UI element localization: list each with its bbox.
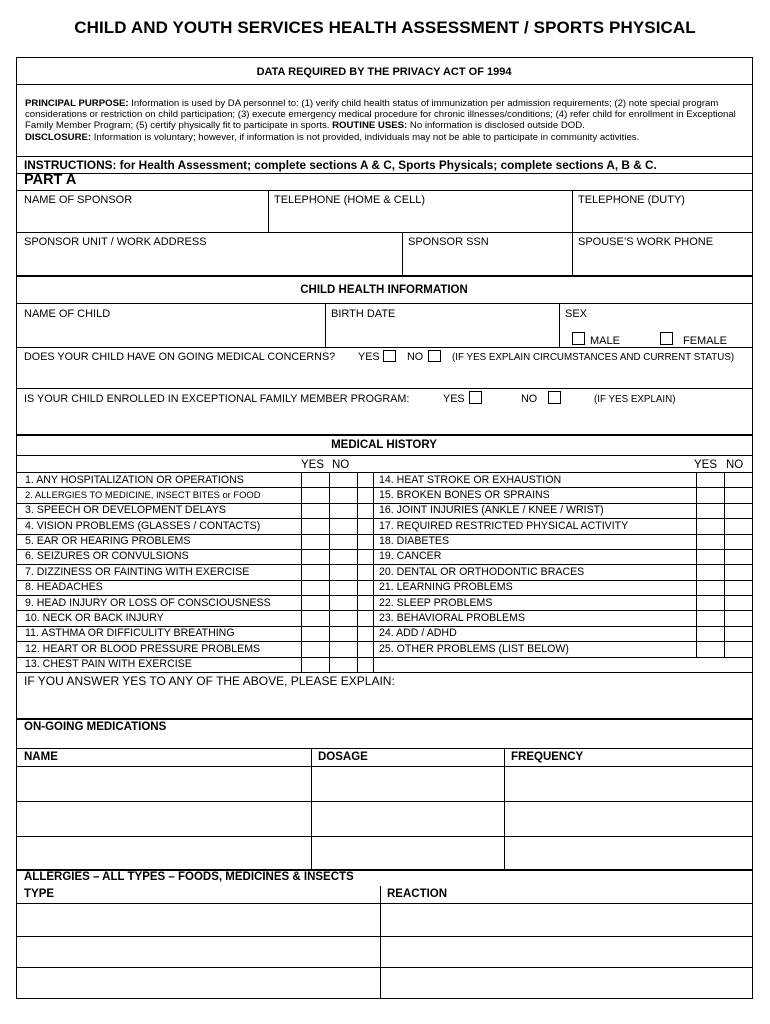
concerns-note: (IF YES EXPLAIN CIRCUMSTANCES AND CURRENT STATUS) xyxy=(452,352,735,363)
efmp-explain-field[interactable] xyxy=(17,408,751,434)
privacy-heading: DATA REQUIRED BY THE PRIVACY ACT OF 1994 xyxy=(256,66,512,78)
right-no-cell[interactable] xyxy=(725,550,751,564)
medical-item-left: 11. ASTHMA OR DIFFICULITY BREATHING xyxy=(25,627,235,640)
left-no-cell[interactable] xyxy=(330,596,357,610)
left-yes-cell[interactable] xyxy=(302,658,329,672)
divider xyxy=(17,672,752,673)
medical-item-left: 5. EAR OR HEARING PROBLEMS xyxy=(25,535,191,548)
medical-item-right: 15. BROKEN BONES OR SPRAINS xyxy=(379,488,550,501)
telephone-duty-field[interactable] xyxy=(573,190,751,232)
left-no-cell[interactable] xyxy=(330,488,357,502)
routine-text: No information is disclosed outside DOD. xyxy=(407,120,585,132)
med-frequency-field[interactable] xyxy=(505,767,751,801)
right-yes-cell[interactable] xyxy=(697,627,724,641)
concerns-yes-checkbox[interactable] xyxy=(383,350,396,362)
med-name-header: NAME xyxy=(24,751,58,763)
right-yes-cell[interactable] xyxy=(697,596,724,610)
medical-item-right: 24. ADD / ADHD xyxy=(379,627,457,640)
efmp-no-checkbox[interactable] xyxy=(548,391,561,404)
right-yes-header: YES xyxy=(694,459,718,471)
efmp-no-label: NO xyxy=(521,393,538,405)
allergy-type-field[interactable] xyxy=(17,937,380,967)
left-yes-cell[interactable] xyxy=(302,473,329,487)
left-no-cell[interactable] xyxy=(330,642,357,656)
medical-item-left: 4. VISION PROBLEMS (GLASSES / CONTACTS) xyxy=(25,519,261,532)
right-yes-cell[interactable] xyxy=(697,581,724,595)
left-yes-cell[interactable] xyxy=(302,565,329,579)
concerns-explain-field[interactable] xyxy=(17,364,751,388)
health-assessment-form xyxy=(16,57,753,999)
right-no-header: NO xyxy=(726,459,744,471)
sponsor-unit-label: SPONSOR UNIT / WORK ADDRESS xyxy=(24,236,207,248)
spouse-phone-label: SPOUSE’S WORK PHONE xyxy=(578,236,714,248)
medical-item-left: 10. NECK OR BACK INJURY xyxy=(25,611,164,624)
medical-item-right: 19. CANCER xyxy=(379,550,442,563)
left-yes-cell[interactable] xyxy=(302,550,329,564)
left-yes-cell[interactable] xyxy=(302,627,329,641)
medical-item-right: 14. HEAT STROKE OR EXHAUSTION xyxy=(379,473,562,486)
medical-item-right: 18. DIABETES xyxy=(379,535,450,548)
divider xyxy=(17,455,752,456)
medical-item-left: 1. ANY HOSPITALIZATION OR OPERATIONS xyxy=(25,473,244,486)
right-yes-cell[interactable] xyxy=(697,519,724,533)
sponsor-ssn-label: SPONSOR SSN xyxy=(408,236,489,248)
concerns-question: DOES YOUR CHILD HAVE ON GOING MEDICAL CONCERNS? xyxy=(24,351,336,363)
spouse-phone-field[interactable] xyxy=(573,232,751,275)
medical-item-left: 2. ALLERGIES TO MEDICINE, INSECT BITES or FOOD xyxy=(25,488,261,500)
left-no-cell[interactable] xyxy=(330,658,357,672)
left-no-cell[interactable] xyxy=(330,581,357,595)
child-name-field[interactable] xyxy=(17,303,325,347)
routine-label: ROUTINE USES: xyxy=(332,120,408,132)
birth-date-label: BIRTH DATE xyxy=(331,308,396,320)
right-yes-cell[interactable] xyxy=(697,473,724,487)
med-dosage-field[interactable] xyxy=(312,837,504,869)
medical-item-left: 9. HEAD INJURY OR LOSS OF CONSCIOUSNESS xyxy=(25,596,271,609)
medical-item-right: 17. REQUIRED RESTRICTED PHYSICAL ACTIVITY xyxy=(379,519,629,532)
medical-item-right: 20. DENTAL OR ORTHODONTIC BRACES xyxy=(379,565,585,578)
sponsor-unit-field[interactable] xyxy=(17,232,402,275)
left-yes-cell[interactable] xyxy=(302,504,329,518)
right-yes-cell[interactable] xyxy=(697,488,724,502)
purpose-text: Information is used by DA personnel to: (1) verify child health status of immunization per admission requirements; (2) note special program considerations or restriction on child participation; (3) execute emergency medical procedure for chronic illnesses/conditions; (4) refer child for enrollment in Exceptional Family Member Program; (5) certify physically fit to participate in sports. xyxy=(25,98,736,132)
medical-item-right: 23. BEHAVIORAL PROBLEMS xyxy=(379,611,526,624)
med-frequency-field[interactable] xyxy=(505,802,751,836)
efmp-note: (IF YES EXPLAIN) xyxy=(594,394,676,405)
left-yes-cell[interactable] xyxy=(302,581,329,595)
right-no-cell[interactable] xyxy=(725,519,751,533)
med-name-field[interactable] xyxy=(17,837,311,869)
left-no-cell[interactable] xyxy=(330,565,357,579)
right-no-cell[interactable] xyxy=(725,504,751,518)
left-yes-cell[interactable] xyxy=(302,535,329,549)
right-yes-cell[interactable] xyxy=(697,642,724,656)
divider xyxy=(17,275,752,277)
allergy-type-header: TYPE xyxy=(24,888,55,900)
med-frequency-header: FREQUENCY xyxy=(511,751,584,763)
telephone-home-field[interactable] xyxy=(269,190,572,232)
right-no-cell[interactable] xyxy=(725,488,751,502)
form-title: CHILD AND YOUTH SERVICES HEALTH ASSESSMENT / SPORTS PHYSICAL xyxy=(74,18,696,37)
right-no-cell[interactable] xyxy=(725,535,751,549)
male-label: MALE xyxy=(590,335,620,347)
left-yes-cell[interactable] xyxy=(302,519,329,533)
child-name-label: NAME OF CHILD xyxy=(24,308,111,320)
right-yes-cell[interactable] xyxy=(697,504,724,518)
divider xyxy=(17,347,752,348)
left-no-header: NO xyxy=(332,459,350,471)
explain-label: IF YOU ANSWER YES TO ANY OF THE ABOVE, PLEASE EXPLAIN: xyxy=(24,674,395,688)
medications-heading: ON-GOING MEDICATIONS xyxy=(24,721,167,733)
medical-item-left: 6. SEIZURES OR CONVULSIONS xyxy=(25,550,189,563)
birth-date-field[interactable] xyxy=(326,303,559,347)
divider xyxy=(17,748,752,749)
medical-item-left: 12. HEART OR BLOOD PRESSURE PROBLEMS xyxy=(25,642,261,655)
instructions: INSTRUCTIONS: for Health Assessment; complete sections A & C, Sports Physicals; complete sections A, B & C. xyxy=(24,158,657,172)
divider xyxy=(17,434,752,436)
telephone-duty-label: TELEPHONE (DUTY) xyxy=(578,194,685,206)
left-yes-header: YES xyxy=(301,459,325,471)
allergy-type-field[interactable] xyxy=(17,968,380,998)
med-dosage-header: DOSAGE xyxy=(318,751,368,763)
child-health-heading: CHILD HEALTH INFORMATION xyxy=(300,284,468,296)
efmp-yes-checkbox[interactable] xyxy=(469,391,482,404)
right-no-cell[interactable] xyxy=(725,473,751,487)
medical-item-right: 25. OTHER PROBLEMS (LIST BELOW) xyxy=(379,642,569,655)
left-yes-cell[interactable] xyxy=(302,596,329,610)
allergy-reaction-field[interactable] xyxy=(381,937,751,967)
medical-item-right: 21. LEARNING PROBLEMS xyxy=(379,581,513,594)
medical-item-left: 8. HEADACHES xyxy=(25,581,103,594)
med-dosage-field[interactable] xyxy=(312,767,504,801)
right-no-cell[interactable] xyxy=(725,642,751,656)
right-no-cell[interactable] xyxy=(725,611,751,625)
right-no-cell[interactable] xyxy=(725,627,751,641)
right-yes-cell[interactable] xyxy=(697,565,724,579)
left-no-cell[interactable] xyxy=(330,627,357,641)
concerns-no-checkbox[interactable] xyxy=(428,350,441,362)
left-no-cell[interactable] xyxy=(330,550,357,564)
sponsor-name-label: NAME OF SPONSOR xyxy=(24,194,133,206)
allergy-reaction-field[interactable] xyxy=(381,904,751,936)
divider xyxy=(17,156,752,157)
right-no-cell[interactable] xyxy=(725,596,751,610)
right-yes-cell[interactable] xyxy=(697,611,724,625)
part-a-heading: PART A xyxy=(24,172,77,188)
medical-item-left: 3. SPEECH OR DEVELOPMENT DELAYS xyxy=(25,504,226,517)
med-dosage-field[interactable] xyxy=(312,802,504,836)
concerns-yes-label: YES xyxy=(358,351,380,363)
sponsor-ssn-field[interactable] xyxy=(403,232,572,275)
left-no-cell[interactable] xyxy=(330,535,357,549)
left-no-cell[interactable] xyxy=(330,611,357,625)
divider xyxy=(17,718,752,720)
med-name-field[interactable] xyxy=(17,802,311,836)
allergies-heading: ALLERGIES – ALL TYPES – FOODS, MEDICINES & INSECTS xyxy=(24,871,354,883)
medical-item-right: 16. JOINT INJURIES (ANKLE / KNEE / WRIST) xyxy=(379,504,604,517)
divider xyxy=(17,84,752,85)
explain-field[interactable] xyxy=(17,690,751,718)
allergy-reaction-field[interactable] xyxy=(381,968,751,998)
left-no-cell[interactable] xyxy=(330,473,357,487)
right-no-cell[interactable] xyxy=(725,565,751,579)
medical-history-heading: MEDICAL HISTORY xyxy=(331,439,437,451)
right-yes-cell[interactable] xyxy=(697,535,724,549)
med-name-field[interactable] xyxy=(17,767,311,801)
sponsor-name-field[interactable] xyxy=(17,190,268,232)
left-no-cell[interactable] xyxy=(330,504,357,518)
efmp-question: IS YOUR CHILD ENROLLED IN EXCEPTIONAL FAMILY MEMBER PROGRAM: xyxy=(24,393,410,405)
sex-label: SEX xyxy=(565,308,588,320)
male-checkbox[interactable] xyxy=(572,332,585,345)
concerns-no-label: NO xyxy=(407,351,424,363)
left-yes-cell[interactable] xyxy=(302,488,329,502)
left-yes-cell[interactable] xyxy=(302,642,329,656)
medical-item-left: 13. CHEST PAIN WITH EXERCISE xyxy=(25,658,192,671)
right-yes-cell[interactable] xyxy=(697,550,724,564)
female-label: FEMALE xyxy=(683,335,728,347)
medical-item-right: 22. SLEEP PROBLEMS xyxy=(379,596,493,609)
divider xyxy=(17,173,752,174)
female-checkbox[interactable] xyxy=(660,332,673,345)
medical-item-left: 7. DIZZINESS OR FAINTING WITH EXERCISE xyxy=(25,565,250,578)
disclosure-text: Information is voluntary; however, if information is not provided, individuals may not be able to participate in community activities. xyxy=(91,131,640,143)
purpose-label: PRINCIPAL PURPOSE: xyxy=(25,98,129,109)
med-frequency-field[interactable] xyxy=(505,837,751,869)
divider xyxy=(17,388,752,389)
disclosure-label: DISCLOSURE: xyxy=(25,131,92,143)
allergy-reaction-header: REACTION xyxy=(387,888,448,900)
allergy-type-field[interactable] xyxy=(17,904,380,936)
efmp-yes-label: YES xyxy=(443,393,465,405)
privacy-text xyxy=(25,98,747,143)
right-no-cell[interactable] xyxy=(725,581,751,595)
divider xyxy=(559,303,560,347)
left-yes-cell[interactable] xyxy=(302,611,329,625)
telephone-home-label: TELEPHONE (HOME & CELL) xyxy=(274,194,425,206)
left-no-cell[interactable] xyxy=(330,519,357,533)
